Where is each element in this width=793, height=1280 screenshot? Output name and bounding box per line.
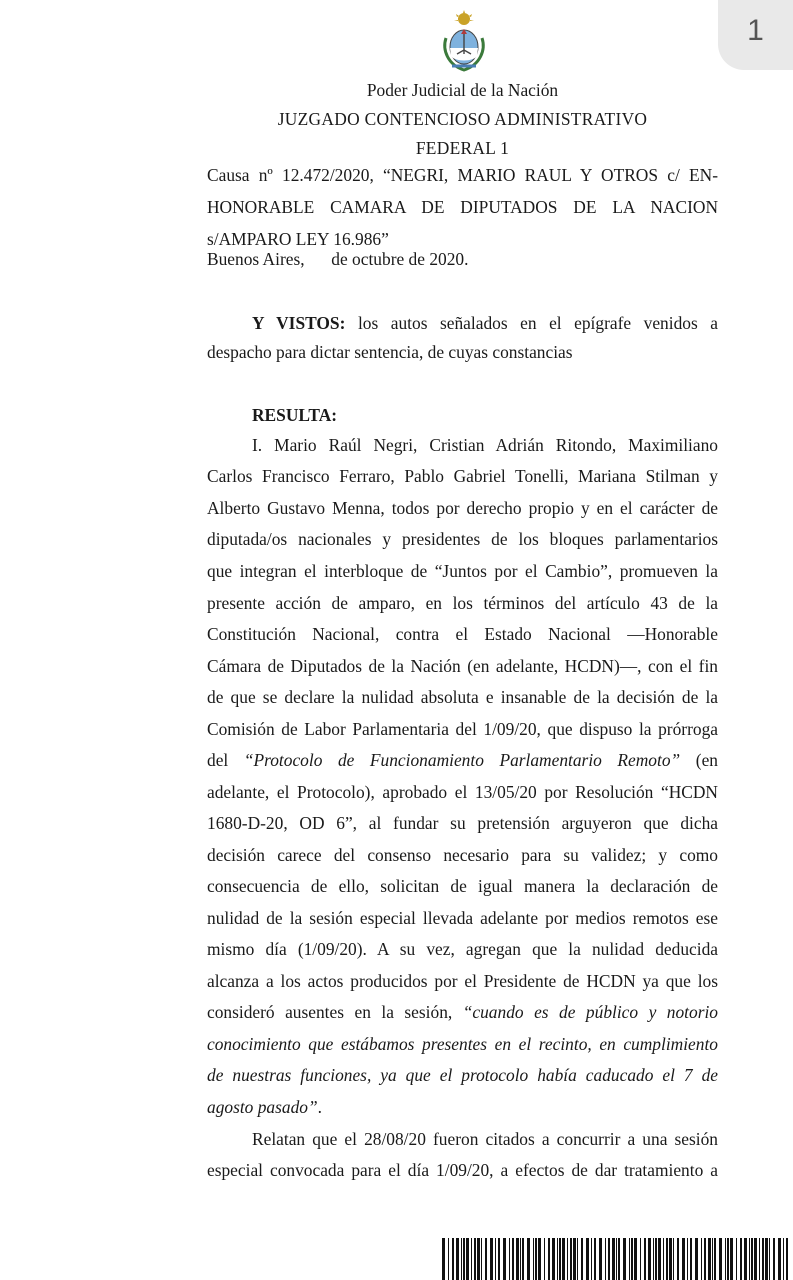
- barcode-bar: [509, 1238, 510, 1280]
- barcode-bar: [586, 1238, 589, 1280]
- barcode-bar: [648, 1238, 651, 1280]
- barcode-bar: [485, 1238, 487, 1280]
- barcode-bar: [769, 1238, 770, 1280]
- barcode-bar: [599, 1238, 602, 1280]
- barcode-bar: [762, 1238, 764, 1280]
- barcode-bar: [581, 1238, 583, 1280]
- barcode-bar: [481, 1238, 482, 1280]
- barcode-bar: [786, 1238, 788, 1280]
- paragraph-line: 1680-D-20, OD 6”, al fundar su pretensión arguyeron que dicha: [207, 813, 718, 833]
- barcode-bar: [522, 1238, 524, 1280]
- barcode-bar: [456, 1238, 459, 1280]
- barcode-bar: [778, 1238, 781, 1280]
- barcode-bar: [749, 1238, 750, 1280]
- barcode-bar: [773, 1238, 775, 1280]
- barcode-bar: [544, 1238, 545, 1280]
- barcode-bar: [629, 1238, 630, 1280]
- page-number: 1: [747, 14, 764, 47]
- date-city: Buenos Aires,: [207, 249, 305, 269]
- case-caption-line-3: s/AMPARO LEY 16.986”: [207, 229, 389, 249]
- paragraph-line: Alberto Gustavo Menna, todos por derecho propio y en el carácter de: [207, 498, 718, 518]
- barcode-bar: [466, 1238, 469, 1280]
- barcode-bar: [687, 1238, 688, 1280]
- barcode-bar: [527, 1238, 530, 1280]
- paragraph-line: Cámara de Diputados de la Nación (en adelante, HCDN)—, con el fin: [207, 656, 718, 676]
- paragraph-line: mismo día (1/09/20). A su vez, agregan que la nulidad deducida: [207, 939, 718, 959]
- protocol-title: “Protocolo de Funcionamiento Parlamentario Remoto”: [243, 750, 681, 770]
- barcode-bar: [538, 1238, 541, 1280]
- barcode-bar: [616, 1238, 617, 1280]
- barcode-bar: [448, 1238, 449, 1280]
- barcode-bar: [471, 1238, 472, 1280]
- barcode-bar: [474, 1238, 476, 1280]
- barcode-bar: [570, 1238, 572, 1280]
- barcode-bar: [548, 1238, 550, 1280]
- barcode-bar: [663, 1238, 664, 1280]
- barcode-bar: [725, 1238, 726, 1280]
- text-segment: (en: [695, 750, 718, 770]
- resulta-heading: RESULTA:: [252, 405, 338, 425]
- paragraph-line: Comisión de Labor Parlamentaria del 1/09/20, que dispuso la prórroga: [207, 719, 718, 739]
- page-number-badge: [718, 0, 793, 70]
- date-line: [207, 248, 468, 270]
- barcode-bar: [677, 1238, 679, 1280]
- barcode-bar: [577, 1238, 578, 1280]
- barcode-bar: [512, 1238, 514, 1280]
- barcode-bar: [608, 1238, 610, 1280]
- paragraph-line: Relatan que el 28/08/20 fueron citados a concurrir a una sesión: [252, 1129, 718, 1149]
- paragraph-line: presente acción de amparo, en los términos del artículo 43 de la: [207, 593, 718, 613]
- vistos-text: los autos señalados en el epígrafe venidos a: [357, 313, 718, 333]
- paragraph-line: decisión carece del consenso necesario para su validez; y como: [207, 845, 718, 865]
- paragraph-line: que integran el interbloque de “Juntos por el Cambio”, promueven la: [207, 561, 718, 581]
- paragraph-line-quote-start: [207, 1001, 718, 1023]
- barcode-bar: [516, 1238, 519, 1280]
- text-segment: consideró ausentes en la sesión,: [207, 1002, 453, 1022]
- barcode-bar: [666, 1238, 668, 1280]
- court-title-line-2: FEDERAL 1: [415, 138, 510, 158]
- paragraph-line: especial convocada para el día 1/09/20, a efectos de dar tratamiento a: [207, 1160, 718, 1180]
- barcode-bar: [730, 1238, 733, 1280]
- barcode-bar: [612, 1238, 615, 1280]
- paragraph-line: I. Mario Raúl Negri, Cristian Adrián Ritondo, Maximiliano: [252, 435, 718, 455]
- court-name: Poder Judicial de la Nación: [366, 80, 559, 100]
- quote-segment: “cuando es de público y notorio: [462, 1002, 718, 1022]
- barcode-bar: [655, 1238, 657, 1280]
- barcode-bar: [567, 1238, 568, 1280]
- barcode-bar: [490, 1238, 493, 1280]
- date-rest: de octubre de 2020.: [331, 249, 469, 269]
- barcode-bar: [463, 1238, 465, 1280]
- barcode-bar: [727, 1238, 729, 1280]
- barcode-bar: [640, 1238, 641, 1280]
- quote-line: de nuestras funciones, ya que el protocolo había caducado el 7 de: [207, 1065, 718, 1085]
- court-title-line-1: JUZGADO CONTENCIOSO ADMINISTRATIVO: [277, 109, 648, 129]
- barcode-bar: [631, 1238, 633, 1280]
- barcode-bar: [503, 1238, 506, 1280]
- coat-of-arms-icon: [438, 10, 490, 72]
- barcode-bar: [605, 1238, 606, 1280]
- barcode-bar: [744, 1238, 747, 1280]
- barcode-bar: [751, 1238, 753, 1280]
- barcode-bar: [783, 1238, 784, 1280]
- barcode-bar: [644, 1238, 646, 1280]
- barcode-bar: [754, 1238, 757, 1280]
- barcode-bar: [634, 1238, 637, 1280]
- vistos-line-1: [252, 312, 718, 334]
- paragraph-line: de que se declare la nulidad absoluta e insanable de la decisión de la: [207, 687, 718, 707]
- barcode-bar: [673, 1238, 674, 1280]
- paragraph-line: nulidad de la sesión especial llevada adelante por medios remotos ese: [207, 908, 718, 928]
- text-segment: .: [317, 1097, 323, 1117]
- paragraph-line-protocol: [207, 749, 718, 771]
- quote-line: conocimiento que estábamos presentes en el recinto, en cumplimiento: [207, 1034, 718, 1054]
- barcode-bar: [562, 1238, 565, 1280]
- barcode-bar: [719, 1238, 722, 1280]
- barcode-bar: [759, 1238, 760, 1280]
- barcode-bar: [520, 1238, 521, 1280]
- barcode-bar: [765, 1238, 768, 1280]
- barcode-bar: [573, 1238, 576, 1280]
- barcode-icon: [430, 1238, 793, 1280]
- barcode-bar: [594, 1238, 596, 1280]
- barcode-bar: [477, 1238, 480, 1280]
- barcode-bar: [498, 1238, 500, 1280]
- barcode-bar: [695, 1238, 698, 1280]
- vistos-label: Y VISTOS:: [252, 313, 346, 333]
- barcode-bar: [708, 1238, 711, 1280]
- paragraph-line: Constitución Nacional, contra el Estado Nacional —Honorable: [207, 624, 718, 644]
- barcode-bar: [591, 1238, 592, 1280]
- barcode-bar: [552, 1238, 555, 1280]
- barcode-bar: [559, 1238, 561, 1280]
- barcode-bar: [736, 1238, 737, 1280]
- barcode-bar: [701, 1238, 702, 1280]
- barcode-bar: [690, 1238, 692, 1280]
- paragraph-line: Carlos Francisco Ferraro, Pablo Gabriel Tonelli, Mariana Stilman y: [207, 466, 718, 486]
- barcode-bar: [495, 1238, 496, 1280]
- quote-segment: agosto pasado”: [207, 1097, 318, 1117]
- barcode-bar: [535, 1238, 537, 1280]
- barcode-bar: [461, 1238, 462, 1280]
- barcode-bar: [714, 1238, 716, 1280]
- barcode-bar: [712, 1238, 713, 1280]
- barcode-bar: [653, 1238, 654, 1280]
- barcode-bar: [704, 1238, 706, 1280]
- barcode-bar: [452, 1238, 454, 1280]
- barcode-bar: [669, 1238, 672, 1280]
- vistos-line-2: despacho para dictar sentencia, de cuyas constancias: [207, 342, 573, 362]
- paragraph-line: alcanza a los actos producidos por el Presidente de HCDN ya que los: [207, 971, 718, 991]
- barcode-bar: [623, 1238, 626, 1280]
- barcode-bar: [658, 1238, 661, 1280]
- barcode-bar: [533, 1238, 534, 1280]
- case-caption-line-1: Causa nº 12.472/2020, “NEGRI, MARIO RAUL Y OTROS c/ EN-: [207, 165, 718, 185]
- paragraph-line: consecuencia de ello, solicitan de igual manera la declaración de: [207, 876, 718, 896]
- barcode-bar: [740, 1238, 742, 1280]
- paragraph-line: adelante, el Protocolo), aprobado el 13/05/20 por Resolución “HCDN: [207, 782, 718, 802]
- barcode-bar: [682, 1238, 685, 1280]
- barcode-bar: [618, 1238, 620, 1280]
- paragraph-line: diputada/os nacionales y presidentes de los bloques parlamentarios: [207, 529, 718, 549]
- quote-end-line: [207, 1096, 322, 1118]
- case-caption-line-2: HONORABLE CAMARA DE DIPUTADOS DE LA NACION: [207, 197, 718, 217]
- barcode-bar: [557, 1238, 558, 1280]
- barcode-bar: [442, 1238, 445, 1280]
- text-segment: del: [207, 750, 229, 770]
